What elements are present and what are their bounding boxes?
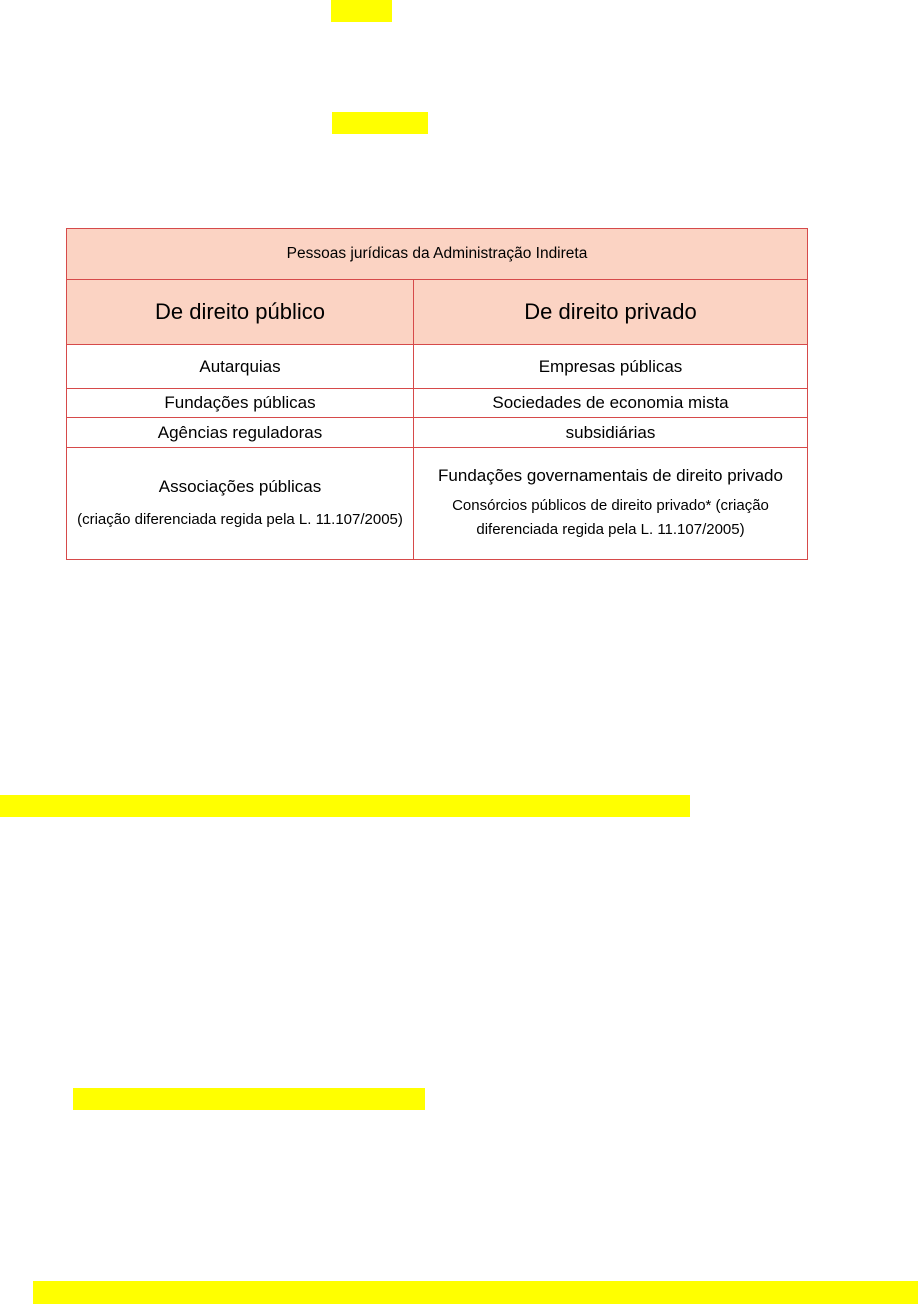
- column-header-publico: De direito público: [67, 280, 414, 345]
- table-cell: Sociedades de economia mista: [414, 389, 808, 418]
- highlight-mark: [331, 0, 392, 22]
- table-caption-row: [67, 229, 808, 280]
- table-row: [67, 389, 808, 418]
- table-row: [67, 448, 808, 560]
- cell-note-text: (criação diferenciada regida pela L. 11.107/2005): [77, 511, 403, 528]
- table-row: [67, 418, 808, 448]
- column-header-privado: De direito privado: [414, 280, 808, 345]
- cell-main-text: Associações públicas: [158, 477, 322, 496]
- table-cell: Autarquias: [67, 345, 414, 389]
- table-row: [67, 345, 808, 389]
- table-cell: [414, 448, 808, 560]
- table-cell: Agências reguladoras: [67, 418, 414, 448]
- cell-main-text: Fundações governamentais de direito privado: [438, 466, 783, 485]
- table-header-row: [67, 280, 808, 345]
- cell-note-text: Consórcios públicos de direito privado* (criação diferenciada regida pela L. 11.107/2005): [452, 497, 769, 538]
- highlight-mark: [332, 112, 428, 134]
- table-caption: Pessoas jurídicas da Administração Indireta: [67, 229, 808, 280]
- administracao-indireta-table: [66, 228, 808, 560]
- highlight-mark: [0, 795, 690, 817]
- table-cell: [67, 448, 414, 560]
- table-cell: subsidiárias: [414, 418, 808, 448]
- table-cell: Empresas públicas: [414, 345, 808, 389]
- highlight-mark: [73, 1088, 425, 1110]
- highlight-mark: [33, 1281, 918, 1304]
- table-cell: Fundações públicas: [67, 389, 414, 418]
